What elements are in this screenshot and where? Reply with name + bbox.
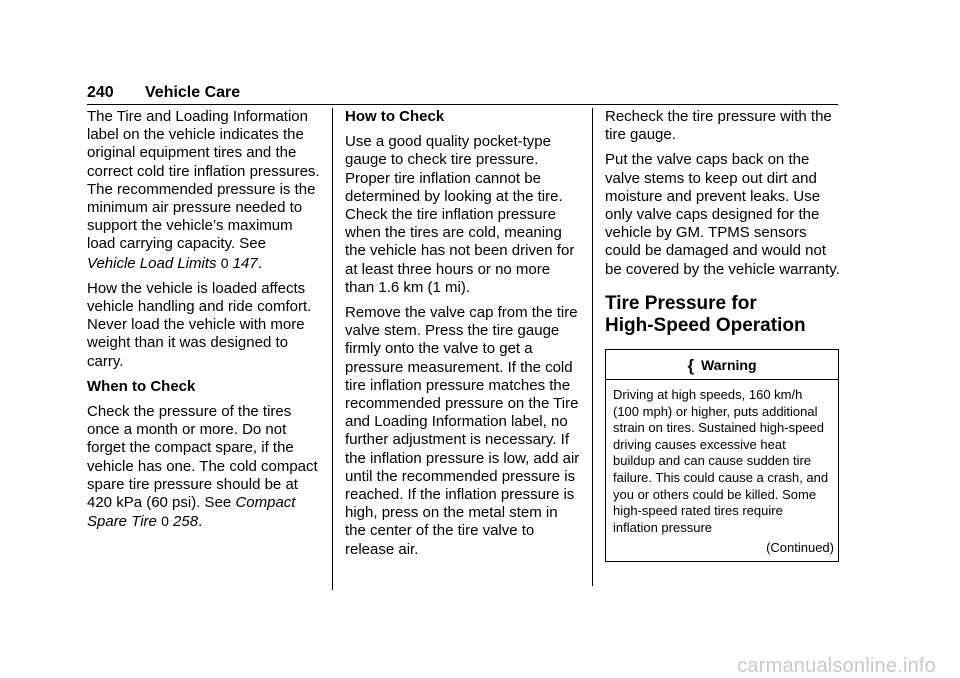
page-ref-arrow-icon: 0	[161, 513, 169, 530]
watermark: carmanualsonline.info	[737, 655, 936, 677]
warning-box	[605, 349, 839, 562]
page-ref-arrow-icon: 0	[220, 254, 229, 271]
vehicle-load-limits-link[interactable]: Vehicle Load Limits	[87, 254, 217, 272]
warning-body: Driving at high speeds, 160 km/h (100 mph) or higher, puts additional strain on tires. Sustained high-speed driving causes excessive heat buildup and can cause sudden tire failure. This could cause a crash, and you or others could be killed. Some high-speed rated tires require inflation pressure	[613, 387, 829, 535]
warning-icon: {	[687, 355, 695, 375]
high-speed-heading: Tire Pressure for High-Speed Operation	[605, 292, 806, 336]
valve-caps-paragraph: Put the valve caps back on the valve stems to keep out dirt and moisture and prevent leaks. Use only valve caps designed for the vehicle by GM. TPMS sensors could be damaged and would not be covered by the vehicle warranty.	[605, 151, 840, 278]
recheck-paragraph: Recheck the tire pressure with the tire gauge.	[605, 108, 832, 144]
page-header	[87, 82, 838, 105]
column-divider	[592, 108, 593, 586]
when-to-check-heading: When to Check	[87, 377, 196, 395]
tire-label-paragraph: The Tire and Loading Information label on the vehicle indicates the original equipment tires and the correct cold tire inflation pressures. The recommended pressure is the minimum air pressure needed to support the vehicle’s maximum load carrying capacity. See Vehicle Load Limits 0 147.	[87, 108, 320, 272]
gauge-paragraph: Use a good quality pocket-type gauge to check tire pressure. Proper tire inflation cannot be determined by looking at the tire. Check the tire inflation pressure when the tires are cold, meaning the vehicle has not been driven for at least three hours or no more than 1.6 km (1 mi).	[345, 133, 575, 296]
how-to-check-heading: How to Check	[345, 108, 445, 125]
column-1	[87, 108, 323, 538]
section-title: Vehicle Care	[145, 84, 241, 101]
check-frequency-paragraph: Check the pressure of the tires once a month or more. Do not forget the compact spare, if the vehicle has one. The cold compact spare tire pressure should be at 420 kPa (60 psi). See Compact Spare Tire 0 258.	[87, 403, 318, 531]
valve-paragraph: Remove the valve cap from the tire valve stem. Press the tire gauge firmly onto the valve to get a pressure measurement. If the cold tire inflation pressure matches the recommended pressure on the Tire and Loading Information label, no further adjustment is necessary. If the inflation pressure is low, add air until the recommended pressure is reached. If the inflation pressure is high, press on the metal stem in the center of the tire valve to release air.	[345, 304, 580, 558]
continued-label: (Continued)	[766, 540, 834, 556]
loading-paragraph: How the vehicle is loaded affects vehicle handling and ride comfort. Never load the vehicle with more weight than it was designed to carry.	[87, 279, 312, 370]
warning-title: Warning	[701, 356, 757, 373]
column-divider	[332, 108, 333, 590]
page-ref-number[interactable]: 147	[232, 254, 258, 272]
column-3	[605, 108, 841, 562]
page-ref-number[interactable]: 258	[173, 513, 199, 531]
page-number: 240	[87, 84, 114, 101]
warning-header	[606, 350, 838, 380]
compact-spare-tire-link[interactable]: Compact Spare Tire	[87, 494, 296, 531]
column-2	[345, 108, 581, 566]
